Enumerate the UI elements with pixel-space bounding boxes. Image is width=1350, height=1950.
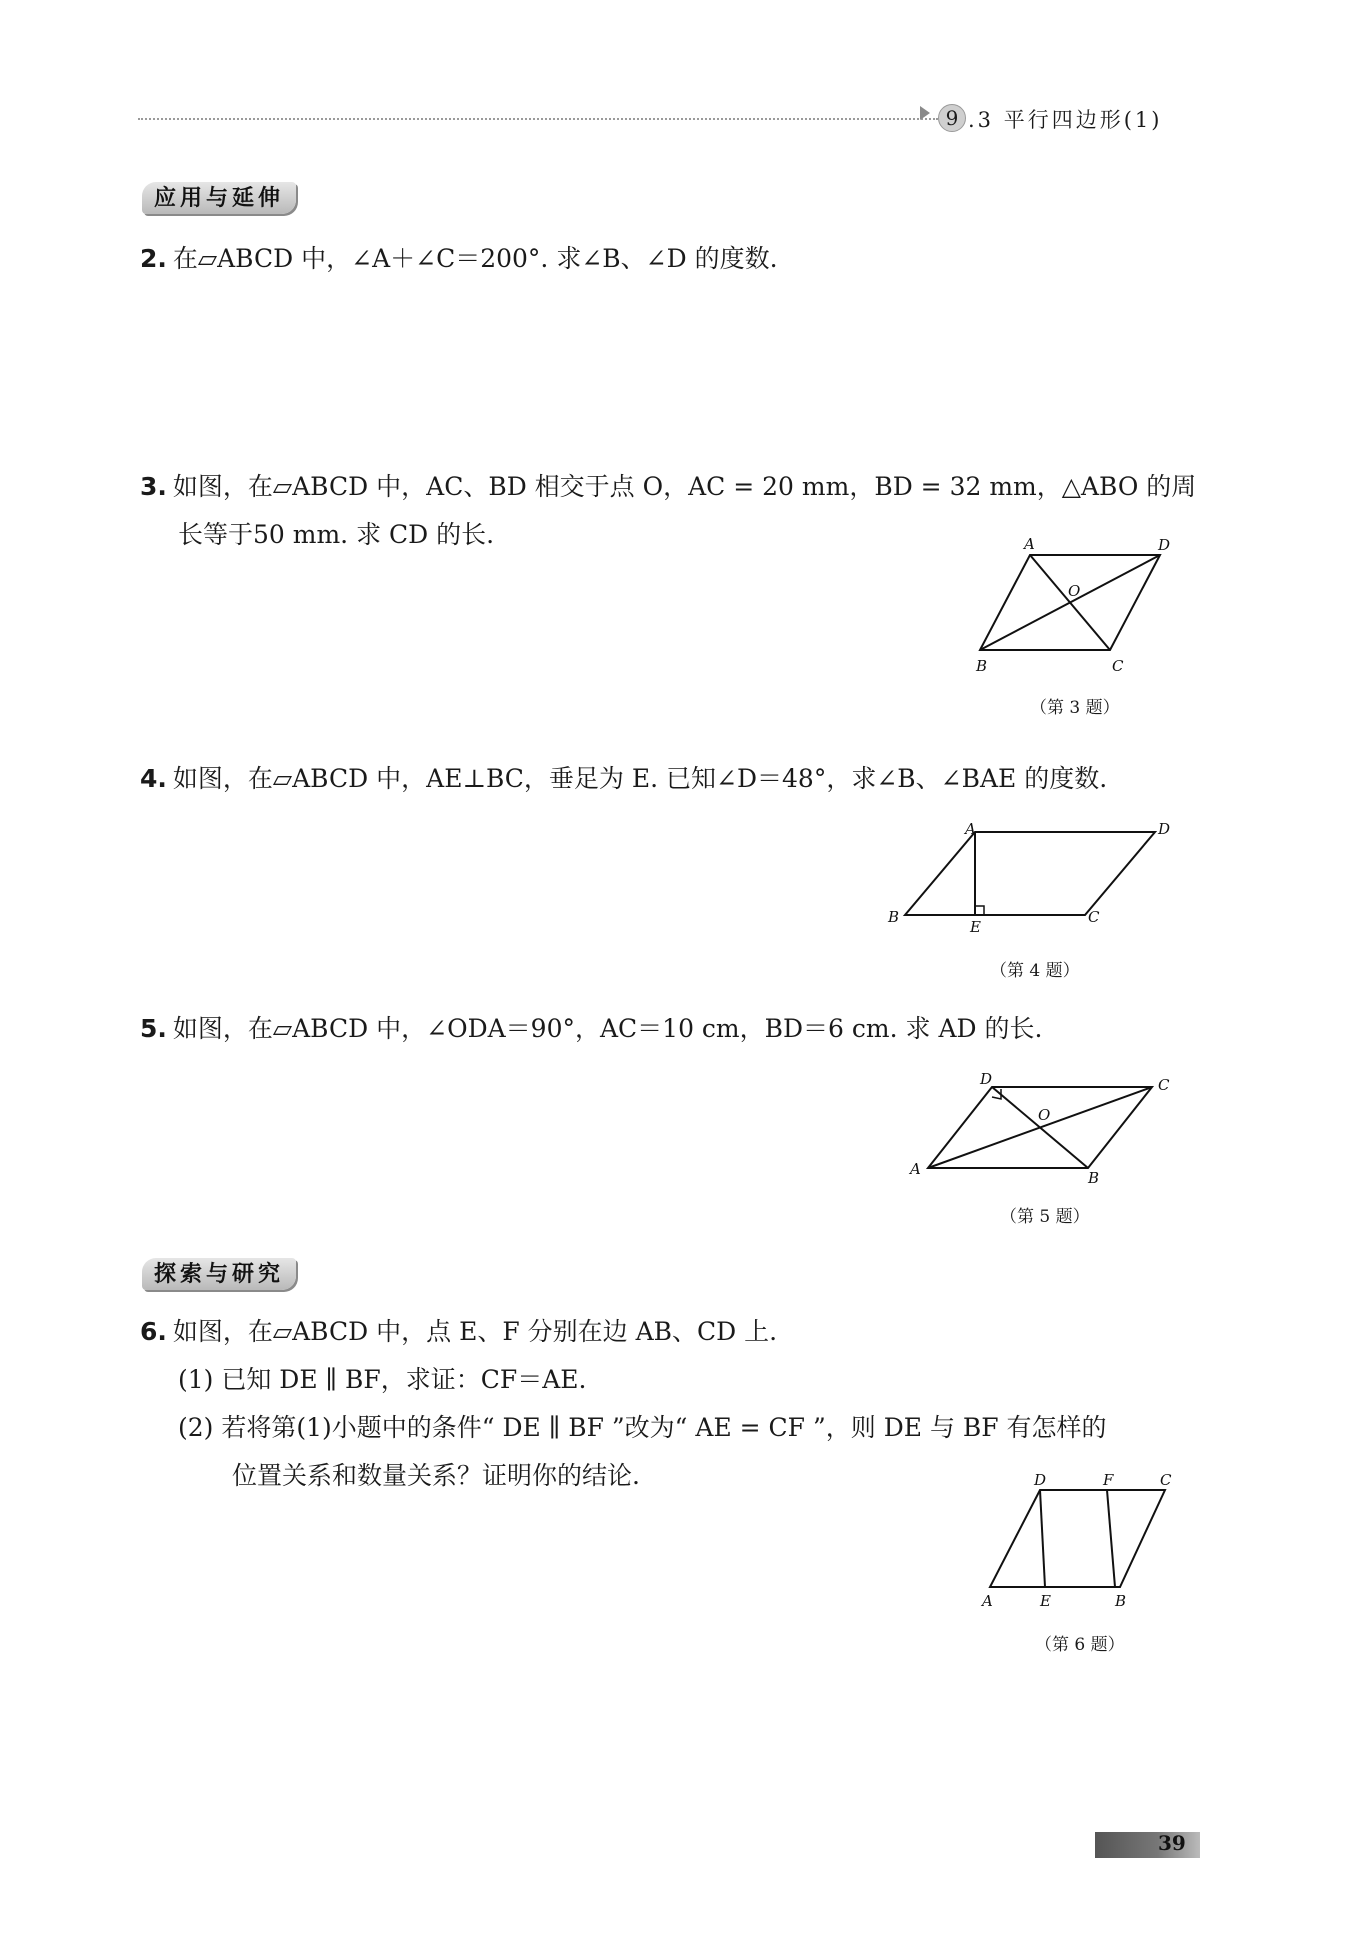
question-number: 6. (140, 1317, 167, 1346)
question-5 (140, 1005, 1042, 1053)
fig5-label-c: C (1158, 1076, 1170, 1094)
section-apply-heading: 应用与延伸 (142, 182, 296, 214)
question-text: 如图，在▱ABCD 中，AC、BD 相交于点 O，AC = 20 mm，BD = 32 mm，△ABO 的周 (172, 472, 1197, 501)
question-number: 2. (140, 244, 167, 273)
fig6-label-c: C (1160, 1471, 1172, 1489)
fig3-label-a: A (1024, 535, 1035, 553)
question-6-part-2-continued: 位置关系和数量关系？证明你的结论. (232, 1461, 640, 1490)
figure-3-parallelogram (960, 530, 1180, 680)
question-6-part-2: (2) 若将第(1)小题中的条件“ DE ∥ BF ”改为“ AE = CF ”，则 DE 与 BF 有怎样的 (178, 1413, 1107, 1442)
fig6-label-f: F (1103, 1471, 1114, 1489)
fig4-label-a: A (965, 820, 976, 838)
question-number: 5. (140, 1014, 167, 1043)
chapter-number-badge: 9 (938, 104, 966, 132)
question-2 (140, 235, 778, 283)
page-number: 39 (1158, 1831, 1186, 1855)
fig3-label-o: O (1068, 582, 1081, 600)
figure-6-parallelogram (970, 1465, 1180, 1615)
fig4-label-b: B (888, 908, 900, 926)
fig5-label-a: A (910, 1160, 921, 1178)
question-text: 在▱ABCD 中，∠A＋∠C＝200°. 求∠B、∠D 的度数. (172, 244, 778, 273)
fig4-label-e: E (970, 918, 981, 936)
figure-5-parallelogram (900, 1070, 1180, 1190)
fig3-label-d: D (1158, 536, 1171, 554)
fig3-label-c: C (1112, 657, 1124, 675)
figure-4-parallelogram (880, 820, 1180, 940)
fig6-label-e: E (1040, 1592, 1051, 1610)
fig4-label-d: D (1158, 820, 1171, 838)
fig3-label-b: B (976, 657, 988, 675)
running-header-title: .3 平行四边形(1) (968, 108, 1163, 132)
question-text-continued: 长等于50 mm. 求 CD 的长. (178, 520, 495, 549)
fig6-label-a: A (982, 1592, 993, 1610)
fig5-label-o: O (1038, 1106, 1051, 1124)
question-6 (140, 1308, 1107, 1500)
question-number: 4. (140, 764, 167, 793)
figure-6-caption: （第 6 题） (1035, 1635, 1125, 1655)
question-number: 3. (140, 472, 167, 501)
question-text: 如图，在▱ABCD 中，点 E、F 分别在边 AB、CD 上. (172, 1317, 778, 1346)
fig4-label-c: C (1088, 908, 1100, 926)
figure-3-caption: （第 3 题） (1030, 698, 1120, 718)
question-text: 如图，在▱ABCD 中，AE⊥BC，垂足为 E. 已知∠D＝48°，求∠B、∠BAE 的度数. (172, 764, 1108, 793)
question-6-part-1: (1) 已知 DE ∥ BF，求证：CF＝AE. (178, 1365, 587, 1394)
fig6-label-b: B (1115, 1592, 1127, 1610)
figure-5-caption: （第 5 题） (1000, 1207, 1090, 1227)
fig6-label-d: D (1034, 1471, 1047, 1489)
figure-4-caption: （第 4 题） (990, 961, 1080, 981)
question-text: 如图，在▱ABCD 中，∠ODA＝90°，AC＝10 cm，BD＝6 cm. 求 AD 的长. (172, 1014, 1043, 1043)
header-arrow-icon (920, 106, 930, 120)
question-4 (140, 755, 1107, 803)
fig5-label-d: D (980, 1070, 993, 1088)
header-rule (138, 118, 938, 120)
fig5-label-b: B (1088, 1169, 1100, 1187)
section-explore-heading: 探索与研究 (142, 1258, 296, 1290)
